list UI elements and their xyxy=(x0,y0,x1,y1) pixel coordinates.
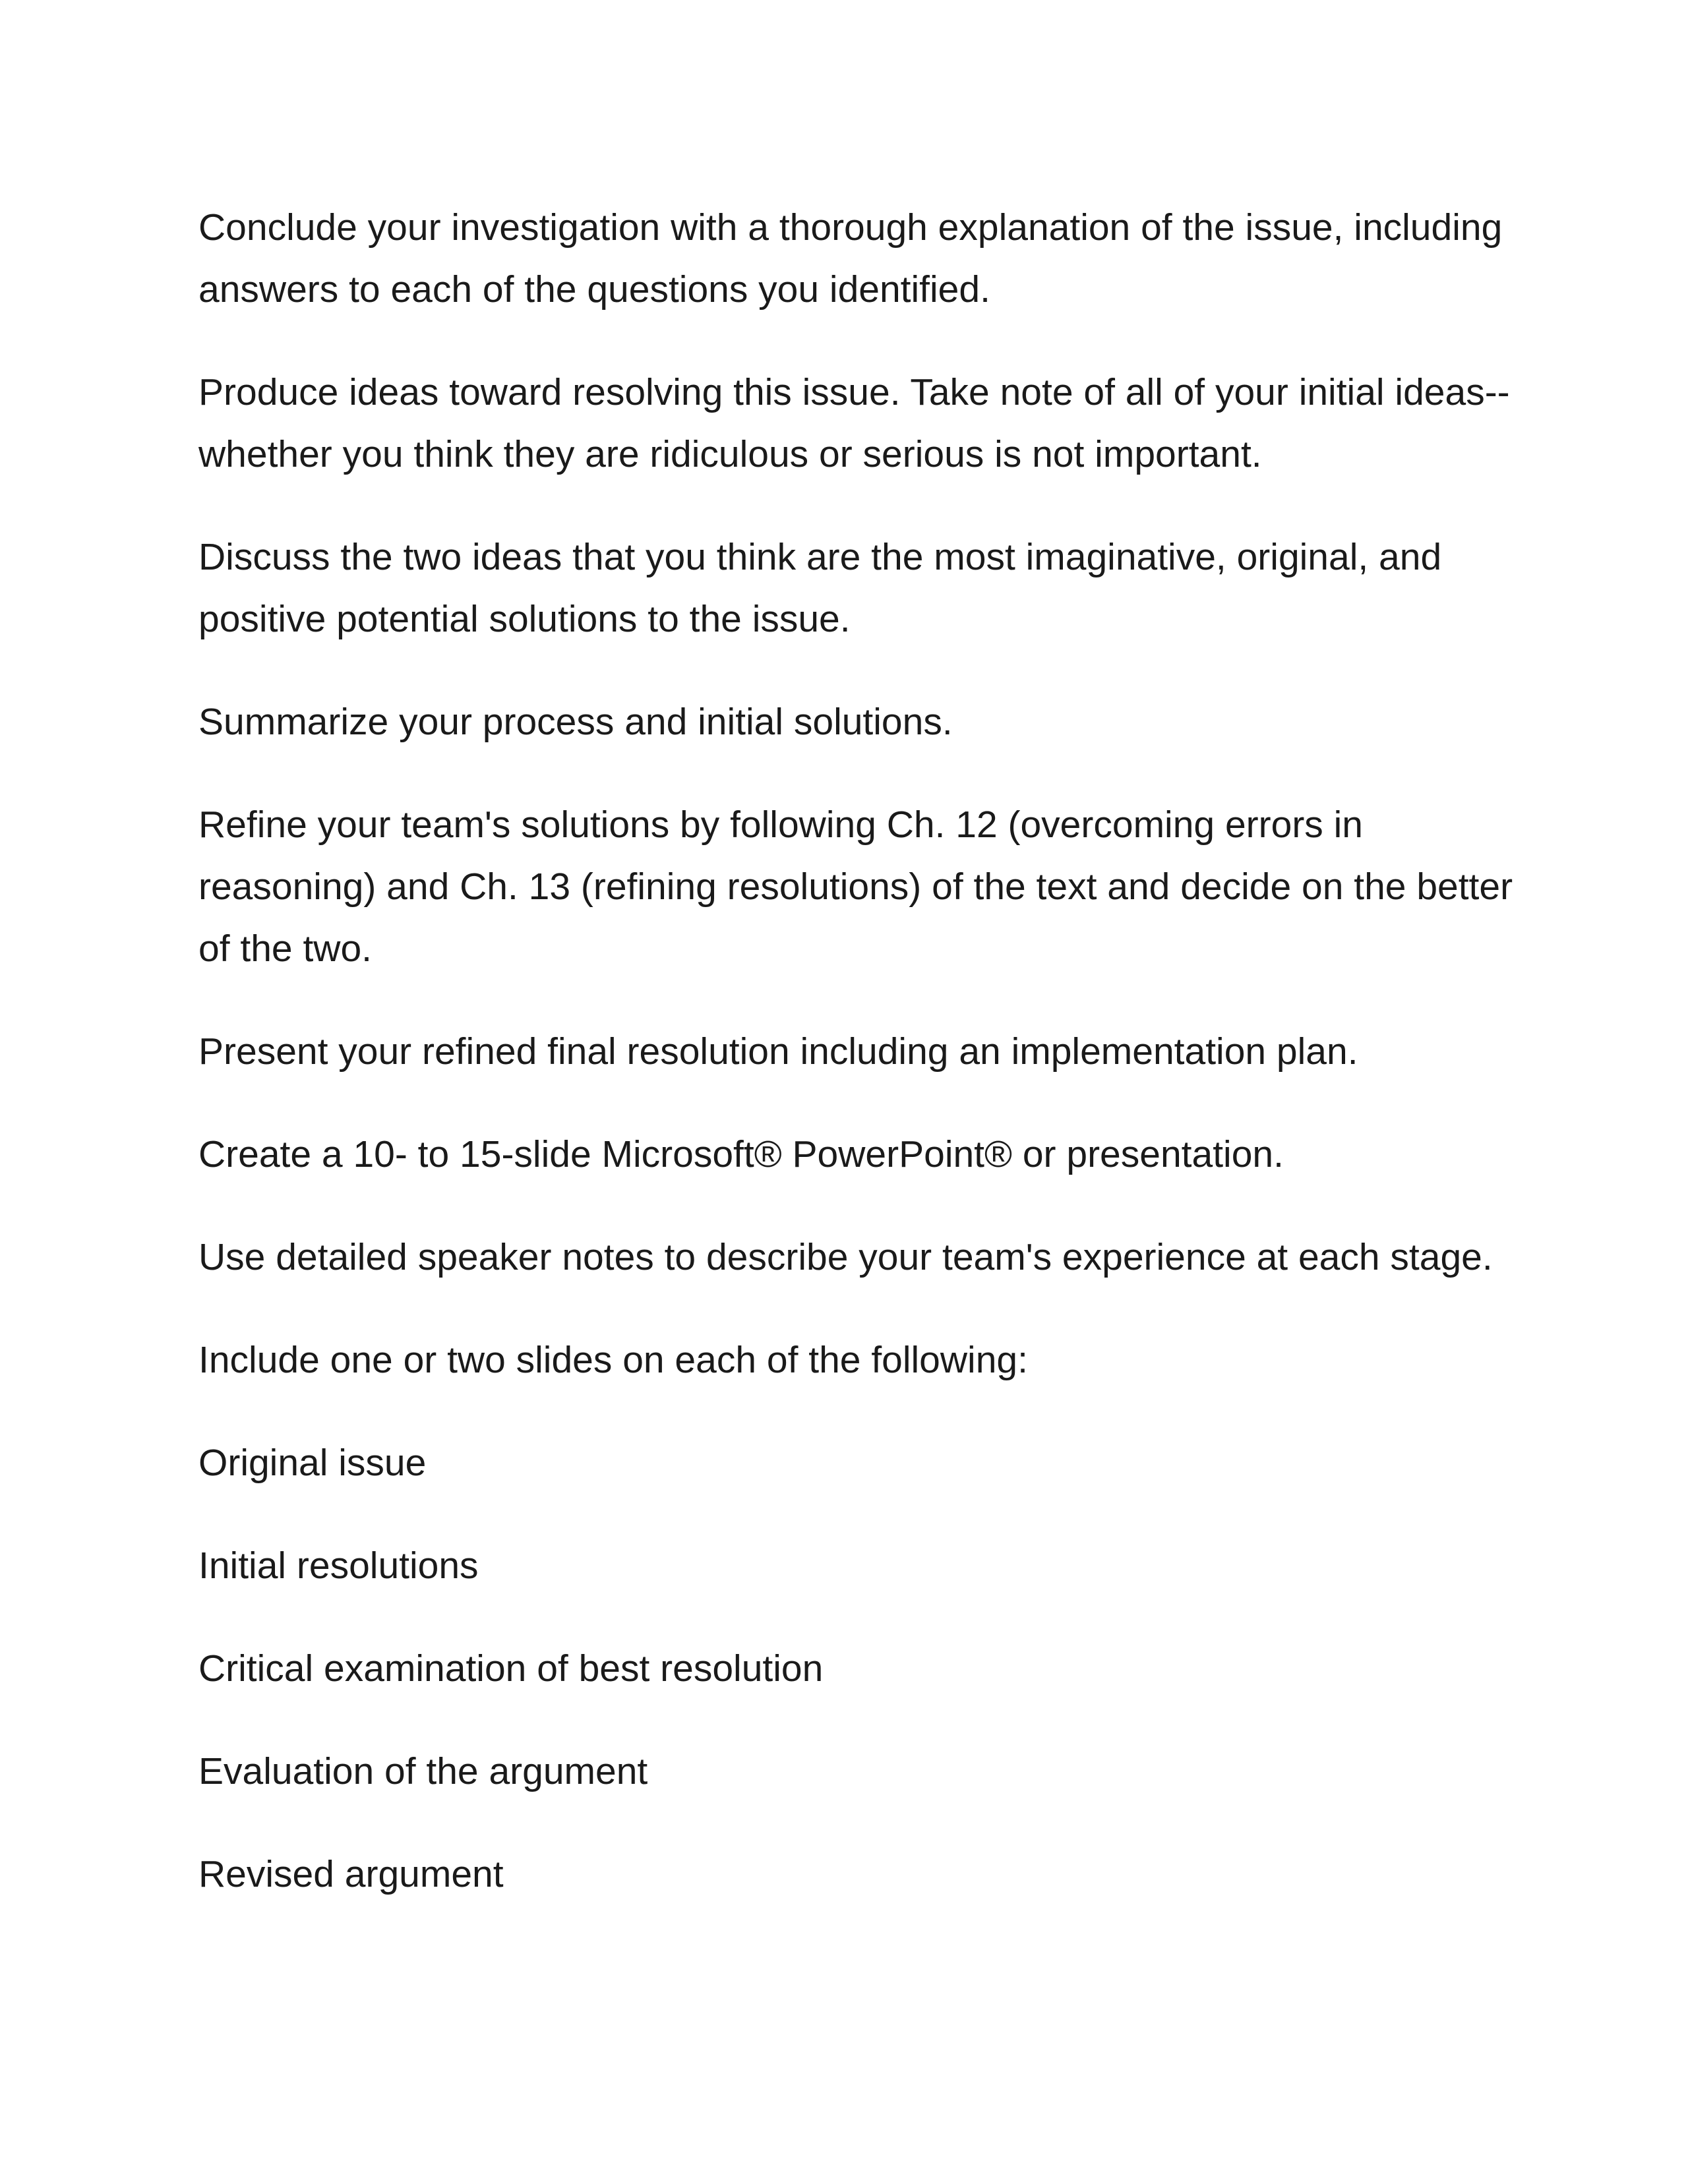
paragraph-conclude-investigation: Conclude your investigation with a thorough explanation of the issue, including answers to each of the questions you identified. xyxy=(198,206,1503,310)
paragraph-include-slides: Include one or two slides on each of the following: xyxy=(198,1339,1028,1381)
paragraph-create-presentation: Create a 10- to 15-slide Microsoft® PowerPoint® or presentation. xyxy=(198,1133,1284,1175)
list-item-critical-examination: Critical examination of best resolution xyxy=(198,1647,824,1690)
paragraph-produce-ideas: Produce ideas toward resolving this issue. Take note of all of your initial ideas--whether you think they are ridiculous or serious is not important. xyxy=(198,371,1510,475)
paragraph-discuss-two-ideas: Discuss the two ideas that you think are the most imaginative, original, and positive potential solutions to the issue. xyxy=(198,536,1442,640)
paragraph-refine-solutions: Refine your team's solutions by following Ch. 12 (overcoming errors in reasoning) and Ch. 13 (refining resolutions) of the text and decide on the better of the two. xyxy=(198,804,1513,970)
paragraph-speaker-notes: Use detailed speaker notes to describe your team's experience at each stage. xyxy=(198,1236,1493,1278)
list-item-revised-argument: Revised argument xyxy=(198,1853,504,1895)
paragraph-present-resolution: Present your refined final resolution including an implementation plan. xyxy=(198,1030,1358,1073)
paragraph-summarize-process: Summarize your process and initial solutions. xyxy=(198,701,953,743)
list-item-original-issue: Original issue xyxy=(198,1442,427,1484)
list-item-initial-resolutions: Initial resolutions xyxy=(198,1545,479,1587)
document-body xyxy=(198,196,1517,1905)
list-item-evaluation-argument: Evaluation of the argument xyxy=(198,1750,648,1792)
